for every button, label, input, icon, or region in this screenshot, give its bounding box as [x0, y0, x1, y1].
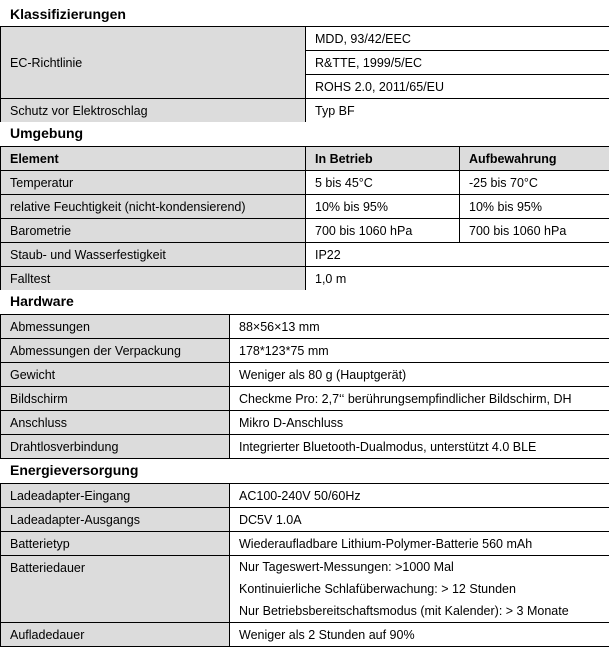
row-label: Batterietyp [1, 532, 230, 556]
table-energieversorgung [0, 483, 609, 647]
table-row [1, 195, 609, 219]
table-umgebung [0, 146, 609, 291]
table-row [1, 435, 609, 459]
table-row [1, 339, 609, 363]
row-value: 88×56×13 mm [230, 315, 609, 339]
table-row [1, 508, 609, 532]
batteriedauer-line: Nur Betriebsbereitschaftsmodus (mit Kalender): > 3 Monate [239, 604, 569, 618]
section-title-hardware: Hardware [0, 290, 609, 313]
schutz-value: Typ BF [306, 99, 609, 123]
row-value-betrieb: 5 bis 45°C [306, 171, 460, 195]
row-value-aufbewahrung: 10% bis 95% [460, 195, 609, 219]
ec-value: MDD, 93/42/EEC [306, 27, 609, 51]
table-klassifizierungen [0, 26, 609, 123]
header-in-betrieb: In Betrieb [306, 147, 460, 171]
aufladedauer-value: Weniger als 2 Stunden auf 90% [230, 623, 609, 647]
row-value: 178*123*75 mm [230, 339, 609, 363]
row-value: 1,0 m [306, 267, 609, 291]
row-label: Bildschirm [1, 387, 230, 411]
row-label: Drahtlosverbindung [1, 435, 230, 459]
table-header-row [1, 147, 609, 171]
row-value: IP22 [306, 243, 609, 267]
row-value: AC100-240V 50/60Hz [230, 484, 609, 508]
table-row [1, 411, 609, 435]
batteriedauer-label: Batteriedauer [1, 556, 230, 623]
table-row [1, 387, 609, 411]
table-row [1, 267, 609, 291]
row-label: Ladeadapter-Ausgangs [1, 508, 230, 532]
row-value: DC5V 1.0A [230, 508, 609, 532]
row-label: Abmessungen der Verpackung [1, 339, 230, 363]
row-label: relative Feuchtigkeit (nicht-kondensierend) [1, 195, 306, 219]
batteriedauer-line: Nur Tageswert-Messungen: >1000 Mal [239, 560, 454, 574]
section-title-energieversorgung: Energieversorgung [0, 459, 609, 482]
row-label: Anschluss [1, 411, 230, 435]
section-title-klassifizierungen: Klassifizierungen [0, 3, 609, 26]
row-label: Staub- und Wasserfestigkeit [1, 243, 306, 267]
table-row [1, 623, 609, 647]
row-value-aufbewahrung: -25 bis 70°C [460, 171, 609, 195]
schutz-label: Schutz vor Elektroschlag [1, 99, 306, 123]
row-label: Temperatur [1, 171, 306, 195]
row-value-aufbewahrung: 700 bis 1060 hPa [460, 219, 609, 243]
row-label: Gewicht [1, 363, 230, 387]
table-row [1, 27, 609, 51]
table-row [1, 171, 609, 195]
table-row [1, 243, 609, 267]
row-label: Barometrie [1, 219, 306, 243]
row-label: Ladeadapter-Eingang [1, 484, 230, 508]
table-row [1, 315, 609, 339]
header-element: Element [1, 147, 306, 171]
batteriedauer-values [230, 556, 609, 623]
table-row [1, 556, 609, 623]
row-value: Checkme Pro: 2,7‘‘ berührungsempfindlicher Bildschirm, DH [230, 387, 609, 411]
row-value-betrieb: 700 bis 1060 hPa [306, 219, 460, 243]
header-aufbewahrung: Aufbewahrung [460, 147, 609, 171]
row-value: Weniger als 80 g (Hauptgerät) [230, 363, 609, 387]
table-row [1, 484, 609, 508]
ec-value: R&TTE, 1999/5/EC [306, 51, 609, 75]
ec-richtlinie-label: EC-Richtlinie [1, 27, 306, 99]
table-row [1, 532, 609, 556]
row-value: Mikro D-Anschluss [230, 411, 609, 435]
ec-value: ROHS 2.0, 2011/65/EU [306, 75, 609, 99]
row-value: Integrierter Bluetooth-Dualmodus, unterstützt 4.0 BLE [230, 435, 609, 459]
table-row [1, 99, 609, 123]
section-title-umgebung: Umgebung [0, 122, 609, 145]
row-value-betrieb: 10% bis 95% [306, 195, 460, 219]
aufladedauer-label: Aufladedauer [1, 623, 230, 647]
table-row [1, 219, 609, 243]
batteriedauer-line: Kontinuierliche Schlafüberwachung: > 12 Stunden [239, 582, 516, 596]
row-label: Falltest [1, 267, 306, 291]
table-hardware [0, 314, 609, 459]
row-label: Abmessungen [1, 315, 230, 339]
row-value: Wiederaufladbare Lithium-Polymer-Batterie 560 mAh [230, 532, 609, 556]
table-row [1, 363, 609, 387]
